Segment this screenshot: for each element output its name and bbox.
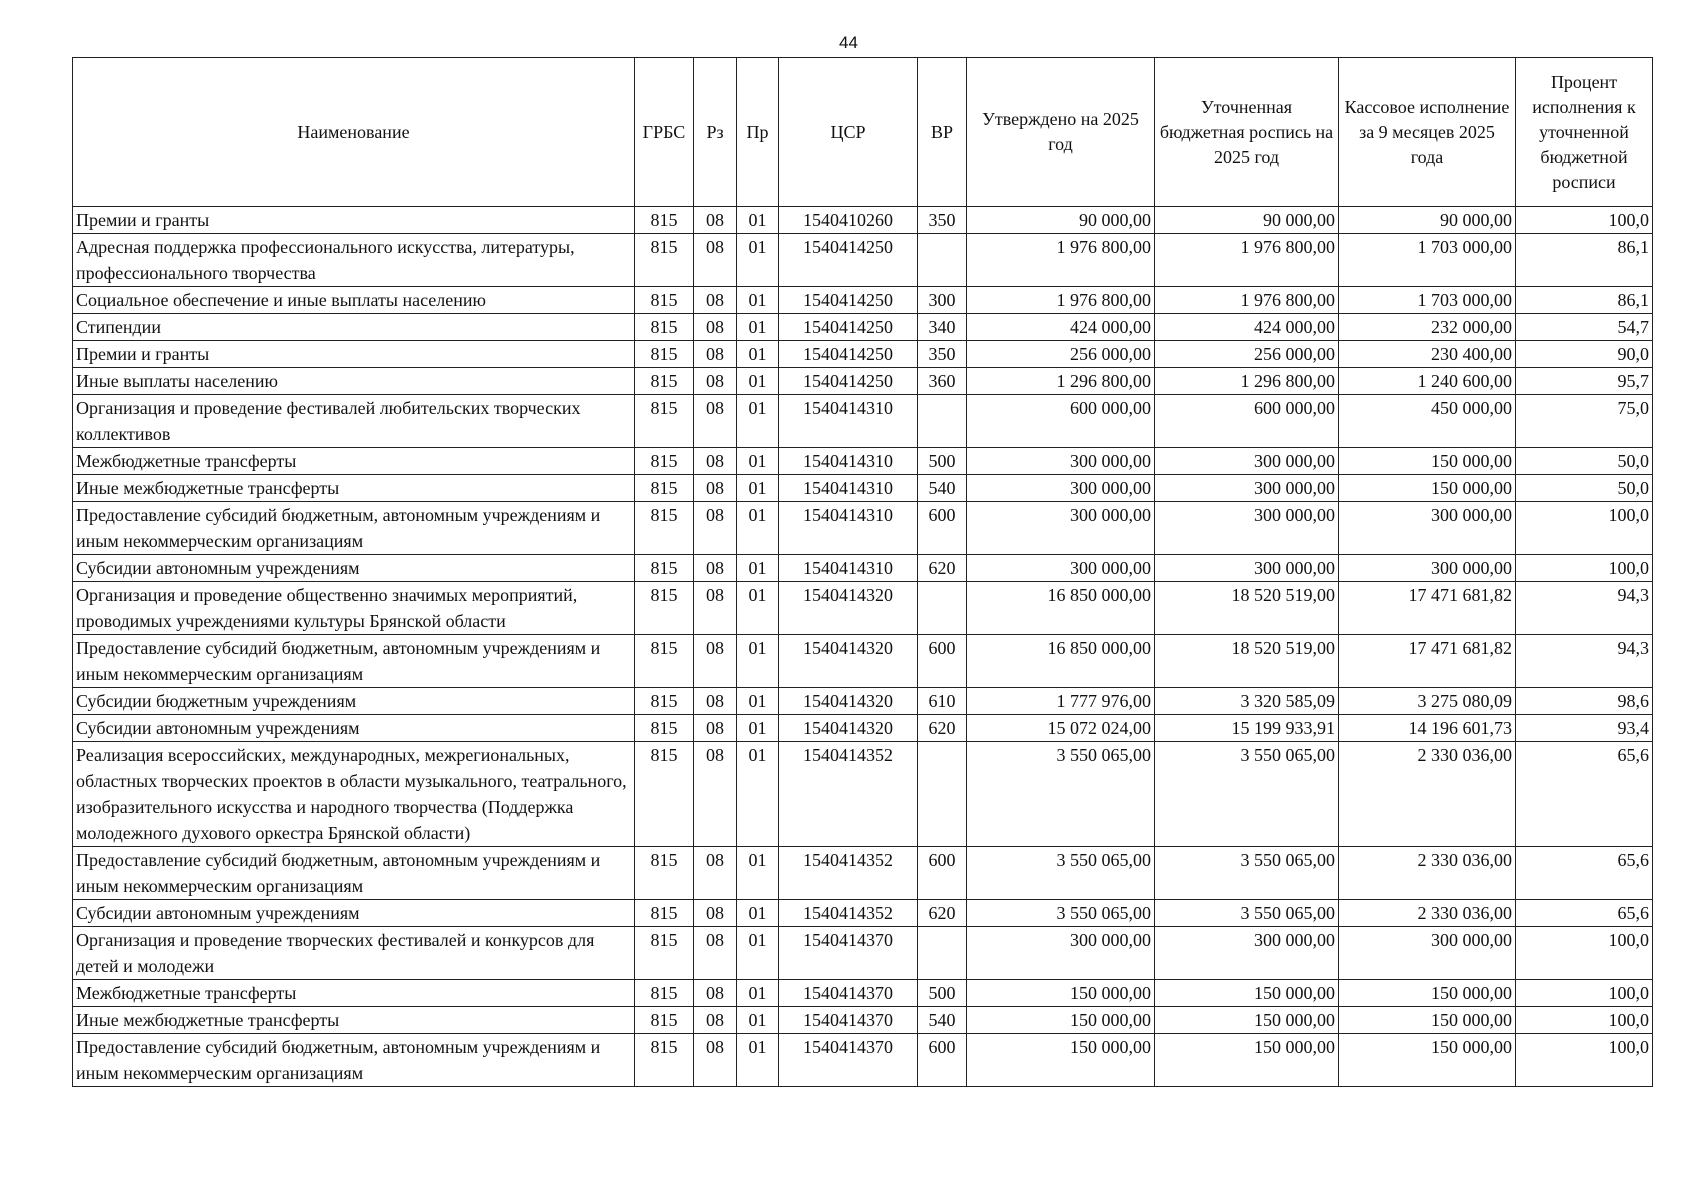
- table-row: [73, 927, 1653, 980]
- cell-refined: 300 000,00: [1155, 475, 1339, 502]
- cell-approved: 300 000,00: [967, 475, 1155, 502]
- cell-pr: 01: [737, 927, 779, 980]
- cell-rz: 08: [694, 927, 737, 980]
- cell-grbs: 815: [635, 395, 694, 448]
- cell-percent: 65,6: [1516, 742, 1653, 847]
- cell-pr: 01: [737, 635, 779, 688]
- cell-rz: 08: [694, 742, 737, 847]
- cell-name: Межбюджетные трансферты: [73, 980, 635, 1007]
- cell-approved: 300 000,00: [967, 555, 1155, 582]
- cell-cash: 2 330 036,00: [1339, 900, 1516, 927]
- cell-refined: 3 550 065,00: [1155, 900, 1339, 927]
- cell-refined: 18 520 519,00: [1155, 635, 1339, 688]
- cell-pr: 01: [737, 368, 779, 395]
- cell-grbs: 815: [635, 341, 694, 368]
- cell-csr: 1540414352: [779, 742, 918, 847]
- cell-name: Премии и гранты: [73, 207, 635, 234]
- cell-name: Предоставление субсидий бюджетным, автономным учреждениям и иным некоммерческим организациям: [73, 1034, 635, 1087]
- cell-grbs: 815: [635, 1034, 694, 1087]
- cell-vr: 500: [918, 980, 967, 1007]
- cell-approved: 150 000,00: [967, 1007, 1155, 1034]
- cell-name: Премии и гранты: [73, 341, 635, 368]
- cell-rz: 08: [694, 688, 737, 715]
- cell-refined: 150 000,00: [1155, 1007, 1339, 1034]
- header-row: [73, 58, 1653, 207]
- cell-rz: 08: [694, 475, 737, 502]
- cell-approved: 15 072 024,00: [967, 715, 1155, 742]
- cell-vr: 360: [918, 368, 967, 395]
- header-refined: Уточненная бюджетная роспись на 2025 год: [1155, 58, 1339, 207]
- cell-cash: 14 196 601,73: [1339, 715, 1516, 742]
- cell-pr: 01: [737, 555, 779, 582]
- cell-name: Субсидии бюджетным учреждениям: [73, 688, 635, 715]
- cell-csr: 1540414370: [779, 1034, 918, 1087]
- cell-vr: 600: [918, 635, 967, 688]
- cell-percent: 50,0: [1516, 475, 1653, 502]
- cell-csr: 1540414310: [779, 395, 918, 448]
- cell-vr: 300: [918, 287, 967, 314]
- cell-cash: 150 000,00: [1339, 1007, 1516, 1034]
- cell-name: Иные межбюджетные трансферты: [73, 1007, 635, 1034]
- cell-percent: 100,0: [1516, 980, 1653, 1007]
- cell-name: Адресная поддержка профессионального искусства, литературы, профессионального творчества: [73, 234, 635, 287]
- cell-name: Межбюджетные трансферты: [73, 448, 635, 475]
- cell-grbs: 815: [635, 742, 694, 847]
- cell-name: Социальное обеспечение и иные выплаты населению: [73, 287, 635, 314]
- cell-percent: 54,7: [1516, 314, 1653, 341]
- header-rz: Рз: [694, 58, 737, 207]
- cell-rz: 08: [694, 341, 737, 368]
- table-body: [73, 207, 1653, 1087]
- cell-approved: 300 000,00: [967, 448, 1155, 475]
- cell-rz: 08: [694, 395, 737, 448]
- header-percent: Процент исполнения к уточненной бюджетной росписи: [1516, 58, 1653, 207]
- cell-csr: 1540414250: [779, 314, 918, 341]
- cell-csr: 1540414310: [779, 502, 918, 555]
- cell-vr: 620: [918, 900, 967, 927]
- table-row: [73, 234, 1653, 287]
- cell-rz: 08: [694, 582, 737, 635]
- cell-percent: 100,0: [1516, 1007, 1653, 1034]
- table-row: [73, 582, 1653, 635]
- cell-name: Иные выплаты населению: [73, 368, 635, 395]
- table-row: [73, 688, 1653, 715]
- cell-pr: 01: [737, 475, 779, 502]
- cell-rz: 08: [694, 980, 737, 1007]
- cell-cash: 300 000,00: [1339, 927, 1516, 980]
- cell-cash: 3 275 080,09: [1339, 688, 1516, 715]
- cell-csr: 1540414320: [779, 582, 918, 635]
- cell-pr: 01: [737, 742, 779, 847]
- cell-name: Организация и проведение фестивалей любительских творческих коллективов: [73, 395, 635, 448]
- cell-percent: 100,0: [1516, 927, 1653, 980]
- cell-refined: 3 550 065,00: [1155, 847, 1339, 900]
- cell-percent: 65,6: [1516, 847, 1653, 900]
- budget-table: [72, 57, 1653, 1087]
- cell-cash: 150 000,00: [1339, 980, 1516, 1007]
- header-pr: Пр: [737, 58, 779, 207]
- cell-percent: 95,7: [1516, 368, 1653, 395]
- cell-grbs: 815: [635, 900, 694, 927]
- cell-rz: 08: [694, 635, 737, 688]
- cell-rz: 08: [694, 1034, 737, 1087]
- cell-grbs: 815: [635, 688, 694, 715]
- cell-csr: 1540414370: [779, 980, 918, 1007]
- cell-percent: 98,6: [1516, 688, 1653, 715]
- cell-pr: 01: [737, 234, 779, 287]
- header-approved: Утверждено на 2025 год: [967, 58, 1155, 207]
- cell-refined: 3 320 585,09: [1155, 688, 1339, 715]
- cell-refined: 600 000,00: [1155, 395, 1339, 448]
- table-row: [73, 1034, 1653, 1087]
- cell-refined: 300 000,00: [1155, 555, 1339, 582]
- cell-percent: 50,0: [1516, 448, 1653, 475]
- cell-cash: 300 000,00: [1339, 502, 1516, 555]
- cell-pr: 01: [737, 847, 779, 900]
- cell-approved: 16 850 000,00: [967, 635, 1155, 688]
- cell-cash: 2 330 036,00: [1339, 742, 1516, 847]
- cell-approved: 150 000,00: [967, 980, 1155, 1007]
- cell-refined: 150 000,00: [1155, 980, 1339, 1007]
- cell-approved: 90 000,00: [967, 207, 1155, 234]
- cell-refined: 300 000,00: [1155, 448, 1339, 475]
- cell-csr: 1540414250: [779, 287, 918, 314]
- cell-approved: 300 000,00: [967, 502, 1155, 555]
- cell-csr: 1540414250: [779, 341, 918, 368]
- cell-csr: 1540414320: [779, 635, 918, 688]
- cell-pr: 01: [737, 448, 779, 475]
- cell-cash: 232 000,00: [1339, 314, 1516, 341]
- cell-vr: 600: [918, 1034, 967, 1087]
- cell-name: Субсидии автономным учреждениям: [73, 900, 635, 927]
- cell-csr: 1540414370: [779, 1007, 918, 1034]
- cell-pr: 01: [737, 1007, 779, 1034]
- cell-cash: 300 000,00: [1339, 555, 1516, 582]
- cell-approved: 600 000,00: [967, 395, 1155, 448]
- cell-refined: 256 000,00: [1155, 341, 1339, 368]
- cell-name: Субсидии автономным учреждениям: [73, 555, 635, 582]
- cell-cash: 150 000,00: [1339, 448, 1516, 475]
- table-row: [73, 368, 1653, 395]
- cell-percent: 75,0: [1516, 395, 1653, 448]
- cell-pr: 01: [737, 287, 779, 314]
- cell-vr: 620: [918, 715, 967, 742]
- cell-vr: 340: [918, 314, 967, 341]
- cell-cash: 1 703 000,00: [1339, 234, 1516, 287]
- cell-approved: 1 777 976,00: [967, 688, 1155, 715]
- cell-vr: [918, 395, 967, 448]
- cell-name: Иные межбюджетные трансферты: [73, 475, 635, 502]
- cell-percent: 100,0: [1516, 1034, 1653, 1087]
- cell-rz: 08: [694, 1007, 737, 1034]
- cell-percent: 65,6: [1516, 900, 1653, 927]
- cell-vr: [918, 234, 967, 287]
- cell-approved: 1 976 800,00: [967, 287, 1155, 314]
- cell-rz: 08: [694, 715, 737, 742]
- cell-vr: 600: [918, 847, 967, 900]
- cell-approved: 1 976 800,00: [967, 234, 1155, 287]
- cell-rz: 08: [694, 847, 737, 900]
- cell-grbs: 815: [635, 234, 694, 287]
- cell-grbs: 815: [635, 287, 694, 314]
- table-row: [73, 207, 1653, 234]
- cell-vr: 610: [918, 688, 967, 715]
- cell-name: Субсидии автономным учреждениям: [73, 715, 635, 742]
- cell-refined: 150 000,00: [1155, 1034, 1339, 1087]
- header-csr: ЦСР: [779, 58, 918, 207]
- cell-refined: 1 976 800,00: [1155, 234, 1339, 287]
- cell-percent: 94,3: [1516, 582, 1653, 635]
- table-row: [73, 1007, 1653, 1034]
- cell-percent: 100,0: [1516, 502, 1653, 555]
- cell-rz: 08: [694, 287, 737, 314]
- cell-approved: 1 296 800,00: [967, 368, 1155, 395]
- cell-refined: 424 000,00: [1155, 314, 1339, 341]
- cell-refined: 15 199 933,91: [1155, 715, 1339, 742]
- cell-vr: 620: [918, 555, 967, 582]
- table-row: [73, 287, 1653, 314]
- cell-csr: 1540414370: [779, 927, 918, 980]
- cell-grbs: 815: [635, 1007, 694, 1034]
- cell-name: Предоставление субсидий бюджетным, автономным учреждениям и иным некоммерческим организациям: [73, 847, 635, 900]
- table-row: [73, 448, 1653, 475]
- cell-grbs: 815: [635, 555, 694, 582]
- cell-grbs: 815: [635, 635, 694, 688]
- header-grbs: ГРБС: [635, 58, 694, 207]
- cell-name: Реализация всероссийских, международных, межрегиональных, областных творческих проектов в области музыкального, театрального, изобразительного искусства и народного творчества (Поддержка молодежного духового оркестра Брянской области): [73, 742, 635, 847]
- table-row: [73, 980, 1653, 1007]
- table-row: [73, 635, 1653, 688]
- cell-percent: 100,0: [1516, 555, 1653, 582]
- cell-csr: 1540414250: [779, 234, 918, 287]
- cell-pr: 01: [737, 688, 779, 715]
- cell-cash: 17 471 681,82: [1339, 582, 1516, 635]
- cell-approved: 16 850 000,00: [967, 582, 1155, 635]
- cell-grbs: 815: [635, 980, 694, 1007]
- table-row: [73, 314, 1653, 341]
- cell-percent: 86,1: [1516, 287, 1653, 314]
- cell-csr: 1540410260: [779, 207, 918, 234]
- cell-name: Организация и проведение творческих фестивалей и конкурсов для детей и молодежи: [73, 927, 635, 980]
- cell-csr: 1540414310: [779, 448, 918, 475]
- cell-rz: 08: [694, 234, 737, 287]
- cell-percent: 94,3: [1516, 635, 1653, 688]
- cell-grbs: 815: [635, 368, 694, 395]
- header-vr: ВР: [918, 58, 967, 207]
- cell-vr: [918, 582, 967, 635]
- cell-refined: 90 000,00: [1155, 207, 1339, 234]
- cell-rz: 08: [694, 900, 737, 927]
- cell-name: Организация и проведение общественно значимых мероприятий, проводимых учреждениями культуры Брянской области: [73, 582, 635, 635]
- table-row: [73, 900, 1653, 927]
- cell-cash: 90 000,00: [1339, 207, 1516, 234]
- cell-rz: 08: [694, 448, 737, 475]
- cell-pr: 01: [737, 900, 779, 927]
- cell-vr: 600: [918, 502, 967, 555]
- cell-pr: 01: [737, 1034, 779, 1087]
- cell-rz: 08: [694, 314, 737, 341]
- table-row: [73, 395, 1653, 448]
- cell-percent: 100,0: [1516, 207, 1653, 234]
- cell-approved: 256 000,00: [967, 341, 1155, 368]
- cell-refined: 18 520 519,00: [1155, 582, 1339, 635]
- cell-csr: 1540414310: [779, 555, 918, 582]
- cell-percent: 93,4: [1516, 715, 1653, 742]
- cell-pr: 01: [737, 980, 779, 1007]
- table-row: [73, 502, 1653, 555]
- cell-pr: 01: [737, 207, 779, 234]
- cell-approved: 3 550 065,00: [967, 847, 1155, 900]
- cell-csr: 1540414320: [779, 715, 918, 742]
- cell-pr: 01: [737, 395, 779, 448]
- cell-refined: 3 550 065,00: [1155, 742, 1339, 847]
- cell-csr: 1540414250: [779, 368, 918, 395]
- cell-vr: 540: [918, 475, 967, 502]
- cell-csr: 1540414352: [779, 847, 918, 900]
- table-row: [73, 475, 1653, 502]
- page-number: 44: [839, 33, 858, 52]
- cell-rz: 08: [694, 207, 737, 234]
- cell-cash: 450 000,00: [1339, 395, 1516, 448]
- cell-grbs: 815: [635, 927, 694, 980]
- cell-name: Стипендии: [73, 314, 635, 341]
- table-row: [73, 715, 1653, 742]
- cell-cash: 150 000,00: [1339, 1034, 1516, 1087]
- cell-csr: 1540414320: [779, 688, 918, 715]
- cell-rz: 08: [694, 555, 737, 582]
- cell-vr: 350: [918, 207, 967, 234]
- cell-vr: [918, 742, 967, 847]
- cell-pr: 01: [737, 582, 779, 635]
- cell-cash: 2 330 036,00: [1339, 847, 1516, 900]
- cell-csr: 1540414310: [779, 475, 918, 502]
- cell-vr: [918, 927, 967, 980]
- cell-refined: 300 000,00: [1155, 502, 1339, 555]
- table-row: [73, 341, 1653, 368]
- cell-approved: 424 000,00: [967, 314, 1155, 341]
- cell-name: Предоставление субсидий бюджетным, автономным учреждениям и иным некоммерческим организациям: [73, 502, 635, 555]
- cell-approved: 150 000,00: [967, 1034, 1155, 1087]
- table-row: [73, 555, 1653, 582]
- cell-cash: 1 240 600,00: [1339, 368, 1516, 395]
- cell-approved: 3 550 065,00: [967, 742, 1155, 847]
- cell-cash: 17 471 681,82: [1339, 635, 1516, 688]
- cell-vr: 350: [918, 341, 967, 368]
- cell-pr: 01: [737, 341, 779, 368]
- cell-grbs: 815: [635, 207, 694, 234]
- cell-refined: 300 000,00: [1155, 927, 1339, 980]
- cell-grbs: 815: [635, 715, 694, 742]
- cell-percent: 90,0: [1516, 341, 1653, 368]
- cell-vr: 500: [918, 448, 967, 475]
- cell-csr: 1540414352: [779, 900, 918, 927]
- cell-cash: 1 703 000,00: [1339, 287, 1516, 314]
- cell-grbs: 815: [635, 847, 694, 900]
- cell-pr: 01: [737, 314, 779, 341]
- cell-approved: 3 550 065,00: [967, 900, 1155, 927]
- cell-name: Предоставление субсидий бюджетным, автономным учреждениям и иным некоммерческим организациям: [73, 635, 635, 688]
- cell-grbs: 815: [635, 314, 694, 341]
- cell-cash: 230 400,00: [1339, 341, 1516, 368]
- cell-pr: 01: [737, 502, 779, 555]
- cell-cash: 150 000,00: [1339, 475, 1516, 502]
- header-name: Наименование: [73, 58, 635, 207]
- cell-percent: 86,1: [1516, 234, 1653, 287]
- table-row: [73, 742, 1653, 847]
- cell-grbs: 815: [635, 475, 694, 502]
- cell-vr: 540: [918, 1007, 967, 1034]
- cell-approved: 300 000,00: [967, 927, 1155, 980]
- table-row: [73, 847, 1653, 900]
- cell-refined: 1 296 800,00: [1155, 368, 1339, 395]
- cell-rz: 08: [694, 368, 737, 395]
- cell-pr: 01: [737, 715, 779, 742]
- cell-grbs: 815: [635, 448, 694, 475]
- cell-grbs: 815: [635, 582, 694, 635]
- cell-refined: 1 976 800,00: [1155, 287, 1339, 314]
- cell-grbs: 815: [635, 502, 694, 555]
- cell-rz: 08: [694, 502, 737, 555]
- header-cash: Кассовое исполнение за 9 месяцев 2025 года: [1339, 58, 1516, 207]
